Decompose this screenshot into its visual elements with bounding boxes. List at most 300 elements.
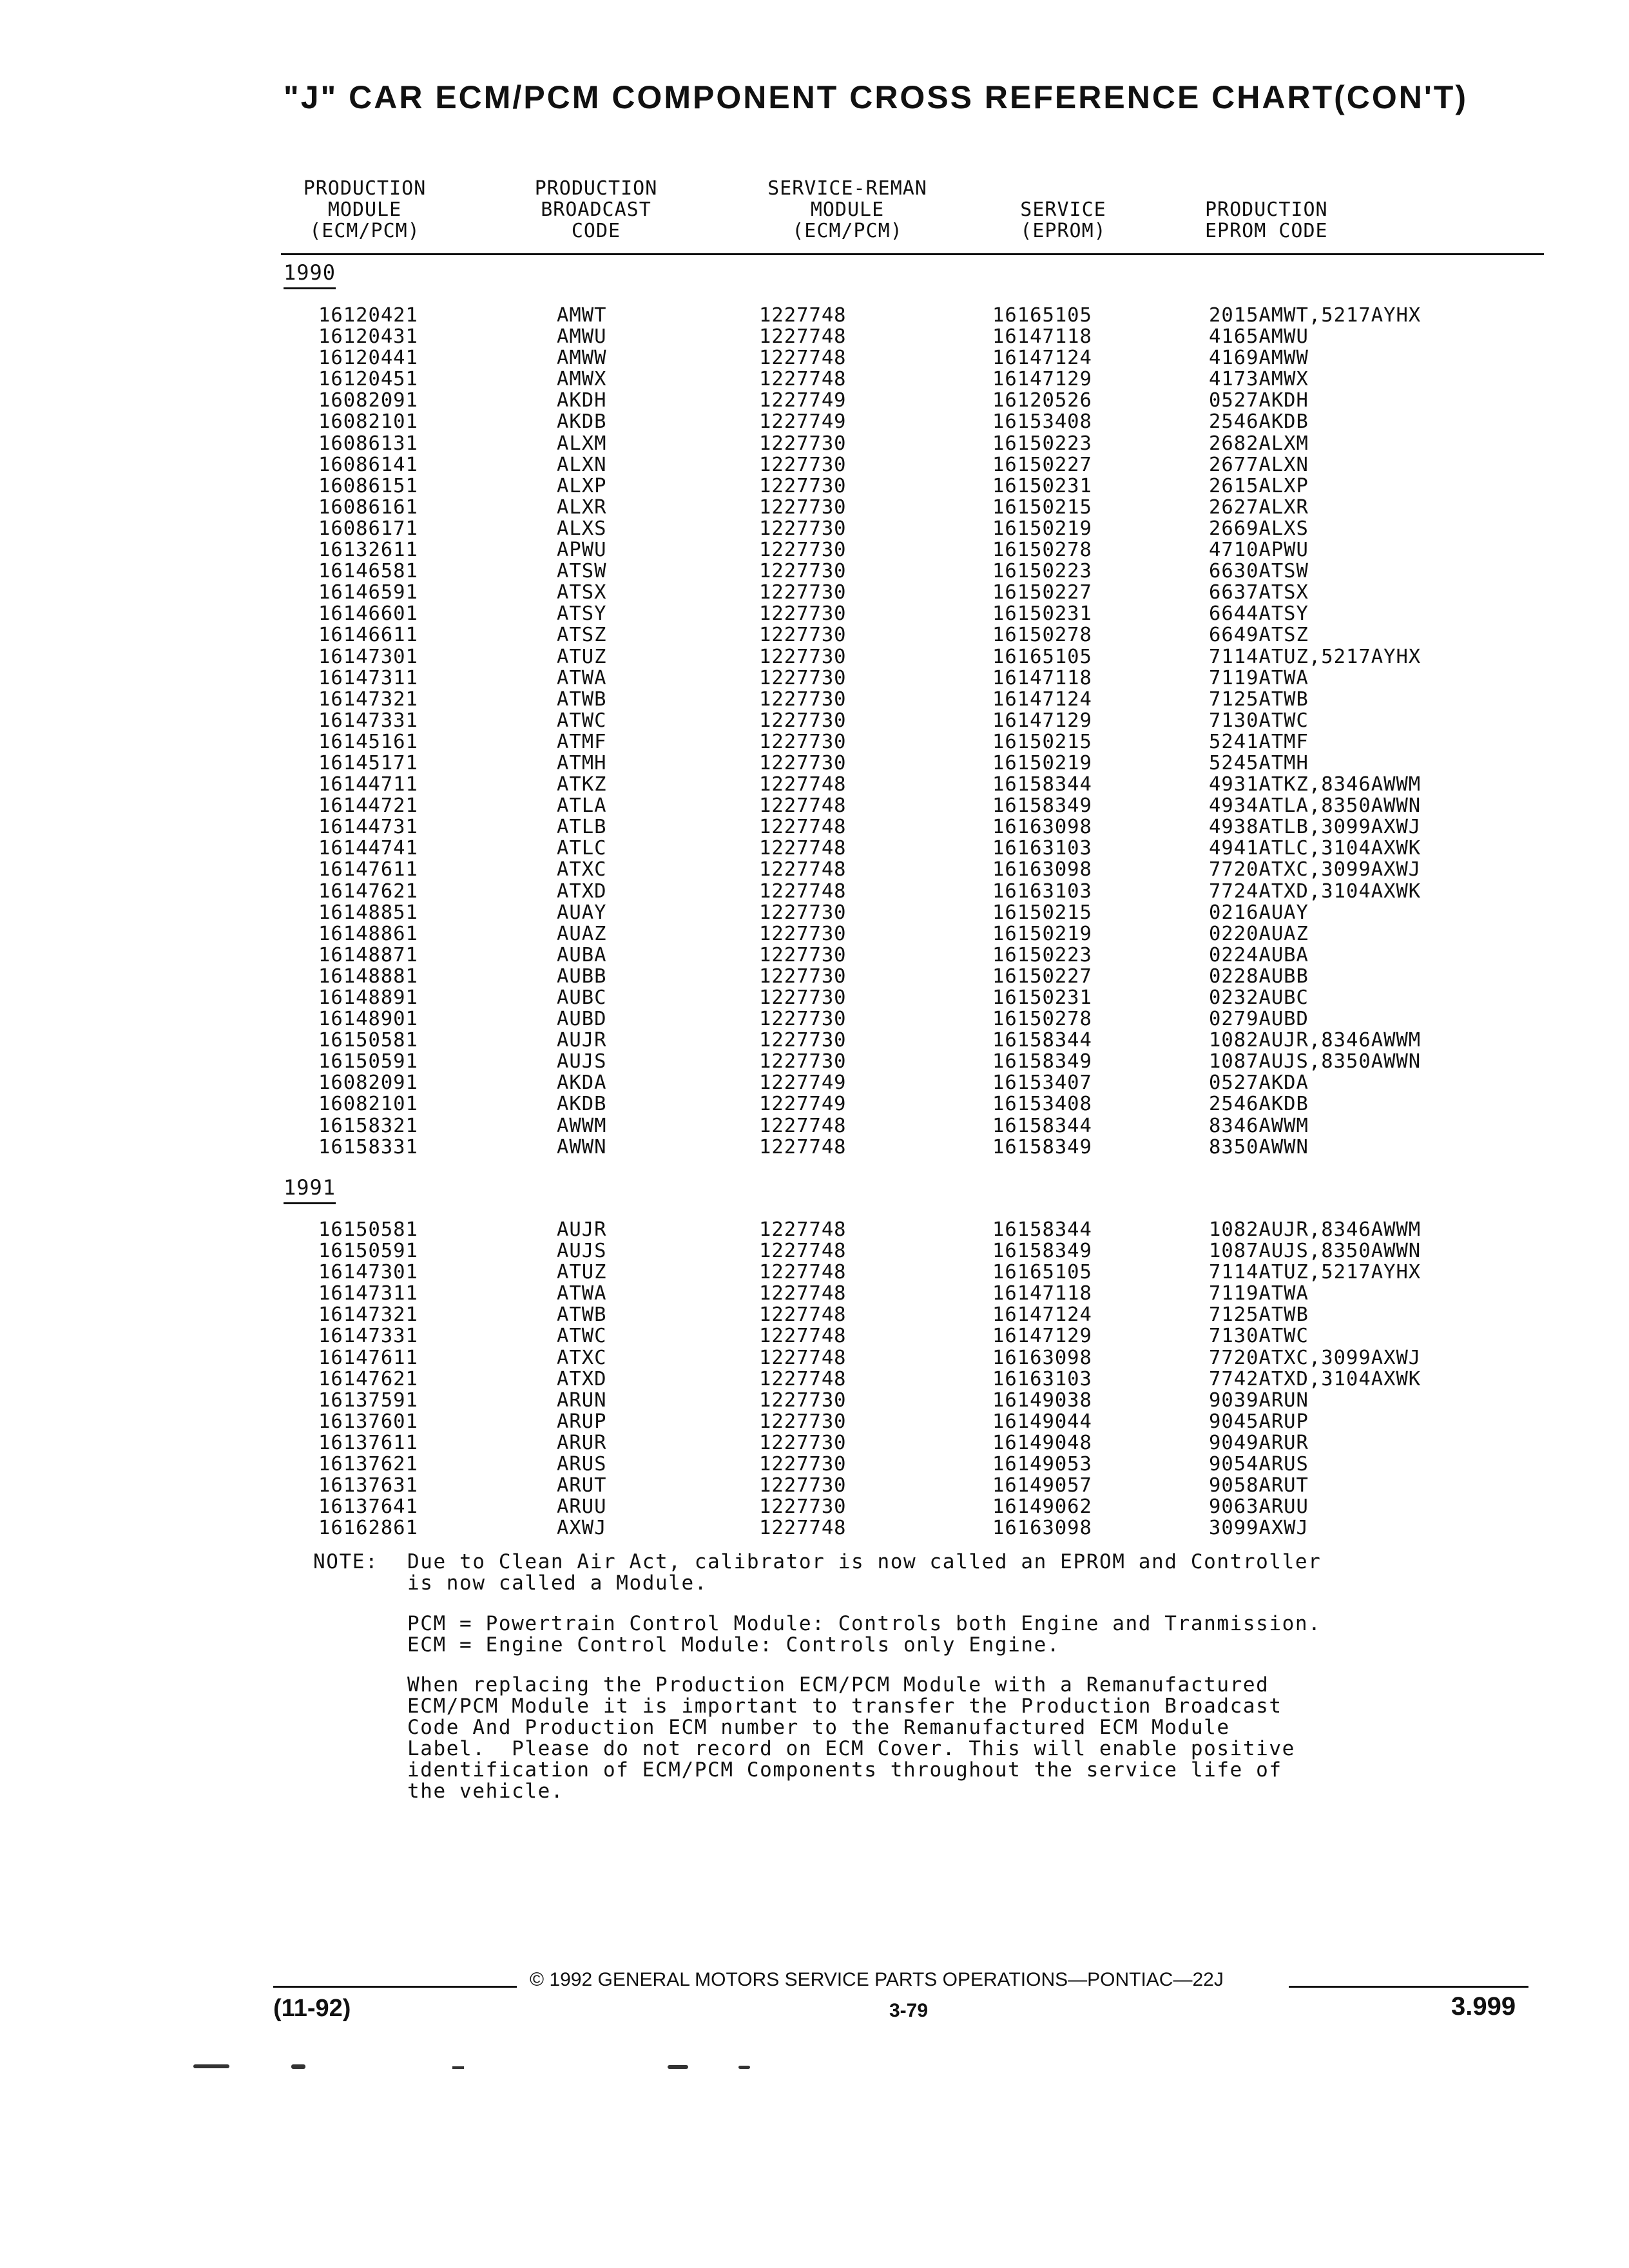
cell-production-module: 16144741 — [318, 837, 418, 860]
cell-production-module: 16147621 — [318, 879, 418, 903]
cell-service-reman: 1227730 — [759, 1410, 847, 1433]
cell-service-eprom: 16158349 — [992, 1135, 1092, 1158]
cell-service-reman: 1227749 — [759, 389, 847, 412]
cell-service-eprom: 16153408 — [992, 1093, 1092, 1116]
cell-production-eprom: 9049ARUR — [1209, 1431, 1309, 1454]
cell-broadcast-code: ATXC — [557, 1346, 607, 1369]
page-title: "J" CAR ECM/PCM COMPONENT CROSS REFERENCE CHART(CON'T) — [284, 79, 1469, 115]
cell-broadcast-code: AUBD — [557, 1008, 607, 1031]
cell-service-reman: 1227730 — [759, 645, 847, 668]
table-row — [0, 1137, 1629, 1158]
cell-service-reman: 1227749 — [759, 1072, 847, 1095]
cell-service-reman: 1227730 — [759, 517, 847, 540]
cell-production-eprom: 4934ATLA,8350AWWN — [1209, 794, 1422, 818]
cell-production-module: 16086161 — [318, 495, 418, 519]
scan-artifact — [193, 2064, 229, 2068]
cell-service-reman: 1227748 — [759, 773, 847, 796]
cell-production-module: 16082101 — [318, 410, 418, 434]
cell-production-eprom: 4169AMWW — [1209, 347, 1309, 370]
cell-broadcast-code: AMWX — [557, 368, 607, 391]
cell-service-reman: 1227730 — [759, 581, 847, 604]
table-row — [0, 1390, 1629, 1411]
cell-broadcast-code: ATWC — [557, 1325, 607, 1348]
cell-production-module: 16144731 — [318, 816, 418, 839]
year-heading-1990: 1990 — [284, 260, 336, 289]
cell-service-reman: 1227748 — [759, 1240, 847, 1263]
table-row — [0, 518, 1629, 539]
cell-service-reman: 1227748 — [759, 837, 847, 860]
scan-artifact — [291, 2064, 305, 2069]
table-row — [0, 624, 1629, 646]
cell-broadcast-code: AUJR — [557, 1218, 607, 1241]
cell-production-module: 16145161 — [318, 730, 418, 753]
cell-production-module: 16137591 — [318, 1389, 418, 1412]
cell-service-eprom: 16150223 — [992, 560, 1092, 583]
table-row — [0, 1304, 1629, 1325]
cell-production-module: 16148861 — [318, 922, 418, 945]
table-row — [0, 1051, 1629, 1072]
cell-service-eprom: 16163098 — [992, 1517, 1092, 1540]
cell-service-reman: 1227730 — [759, 922, 847, 945]
cell-broadcast-code: AWWN — [557, 1135, 607, 1158]
cell-service-eprom: 16149044 — [992, 1410, 1092, 1433]
cell-broadcast-code: AKDA — [557, 1072, 607, 1095]
cell-broadcast-code: AWWM — [557, 1114, 607, 1137]
cell-broadcast-code: AMWW — [557, 347, 607, 370]
table-row — [0, 795, 1629, 816]
cell-service-reman: 1227730 — [759, 1389, 847, 1412]
table-row — [0, 816, 1629, 838]
cell-service-reman: 1227748 — [759, 1303, 847, 1327]
table-row — [0, 668, 1629, 689]
cell-production-module: 16147621 — [318, 1367, 418, 1390]
cell-production-module: 16145171 — [318, 751, 418, 774]
cell-service-eprom: 16158344 — [992, 1218, 1092, 1241]
cell-service-eprom: 16150215 — [992, 730, 1092, 753]
cell-production-module: 16120451 — [318, 368, 418, 391]
footer-copyright: © 1992 GENERAL MOTORS SERVICE PARTS OPERATIONS—PONTIAC—22J — [530, 1969, 1224, 1990]
cell-service-eprom: 16150219 — [992, 922, 1092, 945]
cell-broadcast-code: ALXR — [557, 495, 607, 519]
cell-production-module: 16162861 — [318, 1517, 418, 1540]
cell-production-eprom: 7742ATXD,3104AXWK — [1209, 1367, 1422, 1390]
cell-service-eprom: 16165105 — [992, 1261, 1092, 1284]
table-row — [0, 1517, 1629, 1539]
cell-service-eprom: 16153408 — [992, 410, 1092, 434]
cell-production-module: 16146611 — [318, 624, 418, 647]
cell-broadcast-code: ATWB — [557, 687, 607, 711]
cell-service-eprom: 16149048 — [992, 1431, 1092, 1454]
cell-service-eprom: 16158349 — [992, 1240, 1092, 1263]
cell-production-eprom: 9058ARUT — [1209, 1474, 1309, 1497]
cell-service-reman: 1227748 — [759, 879, 847, 903]
cell-broadcast-code: ATMH — [557, 751, 607, 774]
cell-service-eprom: 16149038 — [992, 1389, 1092, 1412]
cell-broadcast-code: AKDH — [557, 389, 607, 412]
cell-service-reman: 1227748 — [759, 1346, 847, 1369]
cell-production-eprom: 0220AUAZ — [1209, 922, 1309, 945]
cell-production-eprom: 2615ALXP — [1209, 474, 1309, 497]
note-clean-air-line-1: Due to Clean Air Act, calibrator is now called an EPROM and Controller — [407, 1550, 1322, 1573]
cell-production-module: 16146601 — [318, 602, 418, 626]
table-row — [0, 753, 1629, 774]
cell-service-reman: 1227748 — [759, 1218, 847, 1241]
cell-broadcast-code: AUBB — [557, 965, 607, 988]
scan-artifact — [668, 2065, 688, 2069]
cell-production-eprom: 7114ATUZ,5217AYHX — [1209, 1261, 1422, 1284]
cell-service-eprom: 16147118 — [992, 1282, 1092, 1305]
cell-service-eprom: 16147129 — [992, 368, 1092, 391]
table-row — [0, 1115, 1629, 1137]
cell-service-reman: 1227730 — [759, 730, 847, 753]
footer-rule-left — [273, 1986, 517, 1988]
cell-service-reman: 1227730 — [759, 709, 847, 732]
cell-service-eprom: 16150223 — [992, 432, 1092, 455]
cell-production-module: 16147311 — [318, 666, 418, 689]
cell-production-eprom: 9063ARUU — [1209, 1495, 1309, 1519]
cell-production-module: 16086151 — [318, 474, 418, 497]
table-row — [0, 433, 1629, 454]
cell-service-eprom: 16150227 — [992, 581, 1092, 604]
cell-service-eprom: 16150223 — [992, 943, 1092, 966]
header-service-eprom: SERVICE (EPROM) — [1020, 198, 1106, 242]
cell-service-eprom: 16163098 — [992, 816, 1092, 839]
cell-production-module: 16137621 — [318, 1453, 418, 1476]
cell-service-reman: 1227730 — [759, 1495, 847, 1519]
cell-production-module: 16147321 — [318, 1303, 418, 1327]
footer-date-code: (11-92) — [273, 1995, 351, 2022]
table-row — [0, 476, 1629, 497]
note-label: NOTE: — [313, 1550, 379, 1573]
table-row — [0, 1219, 1629, 1240]
cell-service-reman: 1227730 — [759, 751, 847, 774]
cell-service-reman: 1227730 — [759, 624, 847, 647]
cell-production-eprom: 2682ALXM — [1209, 432, 1309, 455]
cell-broadcast-code: ATXD — [557, 1367, 607, 1390]
cell-service-eprom: 16149062 — [992, 1495, 1092, 1519]
cell-production-eprom: 4165AMWU — [1209, 325, 1309, 349]
cell-broadcast-code: ATSY — [557, 602, 607, 626]
cell-service-reman: 1227730 — [759, 666, 847, 689]
cell-broadcast-code: ARUT — [557, 1474, 607, 1497]
cell-production-eprom: 0228AUBB — [1209, 965, 1309, 988]
cell-service-reman: 1227730 — [759, 965, 847, 988]
cell-service-eprom: 16150215 — [992, 495, 1092, 519]
cell-production-module: 16137611 — [318, 1431, 418, 1454]
cell-production-eprom: 7130ATWC — [1209, 709, 1309, 732]
table-section-1991 — [0, 1219, 1629, 1539]
cell-production-module: 16132611 — [318, 539, 418, 562]
cell-production-eprom: 6644ATSY — [1209, 602, 1309, 626]
cell-service-reman: 1227730 — [759, 474, 847, 497]
cell-service-reman: 1227748 — [759, 1114, 847, 1137]
cell-production-module: 16086131 — [318, 432, 418, 455]
table-row — [0, 646, 1629, 668]
cell-service-eprom: 16150231 — [992, 474, 1092, 497]
cell-service-reman: 1227748 — [759, 858, 847, 881]
cell-production-module: 16082101 — [318, 1093, 418, 1116]
cell-production-module: 16120421 — [318, 304, 418, 327]
cell-production-module: 16146591 — [318, 581, 418, 604]
cell-service-eprom: 16163098 — [992, 1346, 1092, 1369]
table-row — [0, 774, 1629, 795]
table-row — [0, 987, 1629, 1008]
table-row — [0, 1240, 1629, 1262]
cell-service-reman: 1227748 — [759, 1325, 847, 1348]
table-row — [0, 838, 1629, 859]
cell-production-eprom: 6637ATSX — [1209, 581, 1309, 604]
cell-service-eprom: 16149053 — [992, 1453, 1092, 1476]
cell-production-module: 16147611 — [318, 1346, 418, 1369]
cell-production-module: 16147331 — [318, 1325, 418, 1348]
cell-production-module: 16150581 — [318, 1029, 418, 1052]
cell-production-eprom: 5245ATMH — [1209, 751, 1309, 774]
cell-production-module: 16120431 — [318, 325, 418, 349]
cell-service-eprom: 16163103 — [992, 879, 1092, 903]
table-row — [0, 1262, 1629, 1283]
cell-service-eprom: 16150219 — [992, 751, 1092, 774]
cell-broadcast-code: APWU — [557, 539, 607, 562]
table-row — [0, 1369, 1629, 1390]
table-row — [0, 305, 1629, 326]
cell-service-eprom: 16165105 — [992, 645, 1092, 668]
note-replacing-line-1: When replacing the Production ECM/PCM Module with a Remanufactured — [407, 1673, 1269, 1696]
cell-service-reman: 1227730 — [759, 1029, 847, 1052]
cell-broadcast-code: AUAY — [557, 901, 607, 924]
cell-service-eprom: 16147129 — [992, 1325, 1092, 1348]
cell-production-module: 16146581 — [318, 560, 418, 583]
cell-production-module: 16158321 — [318, 1114, 418, 1137]
table-row — [0, 881, 1629, 902]
cell-service-eprom: 16150215 — [992, 901, 1092, 924]
cell-service-reman: 1227748 — [759, 794, 847, 818]
table-row — [0, 326, 1629, 347]
cell-broadcast-code: AKDB — [557, 410, 607, 434]
cell-production-module: 16147301 — [318, 645, 418, 668]
cell-production-eprom: 0224AUBA — [1209, 943, 1309, 966]
cell-service-reman: 1227730 — [759, 602, 847, 626]
cell-production-eprom: 1082AUJR,8346AWWM — [1209, 1218, 1422, 1241]
cell-production-eprom: 7114ATUZ,5217AYHX — [1209, 645, 1422, 668]
cell-service-eprom: 16158349 — [992, 1050, 1092, 1073]
cell-service-reman: 1227730 — [759, 986, 847, 1009]
table-row — [0, 1030, 1629, 1051]
cell-broadcast-code: ATLA — [557, 794, 607, 818]
table-row — [0, 561, 1629, 582]
cell-production-module: 16150581 — [318, 1218, 418, 1241]
cell-production-eprom: 2015AMWT,5217AYHX — [1209, 304, 1422, 327]
note-ecm-definition: ECM = Engine Control Module: Controls only Engine. — [407, 1633, 1061, 1657]
cell-service-eprom: 16158344 — [992, 1114, 1092, 1137]
cell-service-eprom: 16150219 — [992, 517, 1092, 540]
cell-service-eprom: 16153407 — [992, 1072, 1092, 1095]
cell-service-eprom: 16120526 — [992, 389, 1092, 412]
table-row — [0, 1283, 1629, 1304]
cell-broadcast-code: ALXS — [557, 517, 607, 540]
cell-service-reman: 1227748 — [759, 304, 847, 327]
cell-service-reman: 1227748 — [759, 1517, 847, 1540]
cell-production-module: 16147611 — [318, 858, 418, 881]
table-row — [0, 710, 1629, 731]
cell-broadcast-code: ARUU — [557, 1495, 607, 1519]
cell-production-eprom: 7720ATXC,3099AXWJ — [1209, 1346, 1422, 1369]
cell-broadcast-code: ATWC — [557, 709, 607, 732]
cell-production-eprom: 7125ATWB — [1209, 687, 1309, 711]
footer-rule-right — [1289, 1986, 1528, 1988]
note-pcm-definition: PCM = Powertrain Control Module: Controls both Engine and Tranmission. — [407, 1612, 1322, 1635]
cell-production-module: 16137601 — [318, 1410, 418, 1433]
cell-service-reman: 1227748 — [759, 325, 847, 349]
cell-broadcast-code: AMWU — [557, 325, 607, 349]
cell-service-reman: 1227748 — [759, 1367, 847, 1390]
cell-production-module: 16082091 — [318, 389, 418, 412]
table-row — [0, 923, 1629, 945]
cell-production-eprom: 4941ATLC,3104AXWK — [1209, 837, 1422, 860]
cell-service-eprom: 16150231 — [992, 986, 1092, 1009]
cell-broadcast-code: ATWA — [557, 1282, 607, 1305]
cell-production-eprom: 2546AKDB — [1209, 410, 1309, 434]
cell-broadcast-code: AUJR — [557, 1029, 607, 1052]
table-row — [0, 603, 1629, 624]
cell-broadcast-code: ATMF — [557, 730, 607, 753]
cell-service-eprom: 16150227 — [992, 453, 1092, 476]
cell-production-eprom: 2677ALXN — [1209, 453, 1309, 476]
cell-broadcast-code: ATUZ — [557, 1261, 607, 1284]
cell-service-eprom: 16147118 — [992, 325, 1092, 349]
cell-production-module: 16144721 — [318, 794, 418, 818]
cell-service-reman: 1227730 — [759, 432, 847, 455]
cell-broadcast-code: ARUR — [557, 1431, 607, 1454]
cell-production-module: 16148901 — [318, 1008, 418, 1031]
cell-service-eprom: 16150278 — [992, 624, 1092, 647]
cell-service-reman: 1227730 — [759, 1008, 847, 1031]
cell-service-reman: 1227748 — [759, 1261, 847, 1284]
cell-service-reman: 1227730 — [759, 1050, 847, 1073]
cell-production-module: 16147331 — [318, 709, 418, 732]
cell-broadcast-code: ATXC — [557, 858, 607, 881]
note-replacing-line-2: ECM/PCM Module it is important to transfer the Production Broadcast — [407, 1695, 1282, 1718]
cell-service-eprom: 16147129 — [992, 709, 1092, 732]
header-production-module: PRODUCTION MODULE (ECM/PCM) — [303, 177, 427, 242]
cell-production-eprom: 7119ATWA — [1209, 666, 1309, 689]
cell-production-module: 16082091 — [318, 1072, 418, 1095]
cell-production-module: 16120441 — [318, 347, 418, 370]
cell-production-eprom: 7119ATWA — [1209, 1282, 1309, 1305]
cell-service-reman: 1227730 — [759, 539, 847, 562]
cell-production-eprom: 1082AUJR,8346AWWM — [1209, 1029, 1422, 1052]
table-row — [0, 1347, 1629, 1369]
cell-broadcast-code: ARUP — [557, 1410, 607, 1433]
table-row — [0, 497, 1629, 518]
cell-production-eprom: 1087AUJS,8350AWWN — [1209, 1050, 1422, 1073]
cell-broadcast-code: ATWB — [557, 1303, 607, 1327]
header-production-eprom: PRODUCTION EPROM CODE — [1205, 198, 1328, 242]
cell-broadcast-code: AUBA — [557, 943, 607, 966]
cell-broadcast-code: AUJS — [557, 1240, 607, 1263]
cell-broadcast-code: ATSW — [557, 560, 607, 583]
cell-service-eprom: 16147124 — [992, 347, 1092, 370]
cell-service-eprom: 16150278 — [992, 1008, 1092, 1031]
cell-production-eprom: 9039ARUN — [1209, 1389, 1309, 1412]
cell-production-module: 16148851 — [318, 901, 418, 924]
note-replacing-line-6: the vehicle. — [407, 1780, 564, 1803]
cell-production-module: 16148871 — [318, 943, 418, 966]
note-replacing-line-4: Label. Please do not record on ECM Cover. This will enable positive — [407, 1737, 1295, 1760]
cell-production-module: 16137631 — [318, 1474, 418, 1497]
cell-production-eprom: 5241ATMF — [1209, 730, 1309, 753]
cell-service-reman: 1227730 — [759, 495, 847, 519]
cell-broadcast-code: ATXD — [557, 879, 607, 903]
table-row — [0, 390, 1629, 411]
cell-service-eprom: 16158344 — [992, 1029, 1092, 1052]
cell-broadcast-code: ATUZ — [557, 645, 607, 668]
cell-service-reman: 1227748 — [759, 347, 847, 370]
cell-production-module: 16086171 — [318, 517, 418, 540]
cell-production-eprom: 6630ATSW — [1209, 560, 1309, 583]
cell-service-eprom: 16150278 — [992, 539, 1092, 562]
table-row — [0, 1496, 1629, 1517]
cell-production-eprom: 8346AWWM — [1209, 1114, 1309, 1137]
cell-service-eprom: 16147124 — [992, 687, 1092, 711]
table-row — [0, 966, 1629, 987]
cell-production-eprom: 9045ARUP — [1209, 1410, 1309, 1433]
cell-production-eprom: 7724ATXD,3104AXWK — [1209, 879, 1422, 903]
table-row — [0, 945, 1629, 966]
cell-service-reman: 1227730 — [759, 687, 847, 711]
table-row — [0, 1432, 1629, 1454]
table-row — [0, 347, 1629, 369]
table-row — [0, 1454, 1629, 1475]
cell-service-reman: 1227730 — [759, 1474, 847, 1497]
table-row — [0, 1008, 1629, 1030]
cell-production-eprom: 0527AKDA — [1209, 1072, 1309, 1095]
note-clean-air-line-2: is now called a Module. — [407, 1571, 708, 1595]
cell-production-module: 16147301 — [318, 1261, 418, 1284]
cell-service-reman: 1227730 — [759, 1453, 847, 1476]
cell-production-eprom: 2546AKDB — [1209, 1093, 1309, 1116]
cell-production-eprom: 2669ALXS — [1209, 517, 1309, 540]
cell-service-reman: 1227748 — [759, 1282, 847, 1305]
cell-broadcast-code: ATSX — [557, 581, 607, 604]
cell-production-module: 16144711 — [318, 773, 418, 796]
cell-service-reman: 1227749 — [759, 410, 847, 434]
table-row — [0, 1411, 1629, 1432]
cell-service-reman: 1227749 — [759, 1093, 847, 1116]
cell-service-reman: 1227748 — [759, 1135, 847, 1158]
cell-production-module: 16147321 — [318, 687, 418, 711]
cell-production-eprom: 4173AMWX — [1209, 368, 1309, 391]
cell-production-module: 16150591 — [318, 1050, 418, 1073]
note-replacing-line-3: Code And Production ECM number to the Remanufactured ECM Module — [407, 1716, 1230, 1739]
cell-service-eprom: 16163103 — [992, 1367, 1092, 1390]
cell-production-eprom: 4938ATLB,3099AXWJ — [1209, 816, 1422, 839]
cell-service-eprom: 16149057 — [992, 1474, 1092, 1497]
cell-production-module: 16148891 — [318, 986, 418, 1009]
cell-production-eprom: 0279AUBD — [1209, 1008, 1309, 1031]
cell-service-reman: 1227730 — [759, 1431, 847, 1454]
table-row — [0, 411, 1629, 432]
note-replacing-line-5: identification of ECM/PCM Components throughout the service life of — [407, 1758, 1282, 1782]
cell-broadcast-code: ATKZ — [557, 773, 607, 796]
cell-production-eprom: 8350AWWN — [1209, 1135, 1309, 1158]
scan-artifact — [738, 2066, 750, 2069]
footer-page-number: 3-79 — [889, 2000, 929, 2021]
table-row — [0, 1475, 1629, 1496]
cell-broadcast-code: AMWT — [557, 304, 607, 327]
cell-production-eprom: 6649ATSZ — [1209, 624, 1309, 647]
cell-broadcast-code: AUJS — [557, 1050, 607, 1073]
cell-production-module: 16148881 — [318, 965, 418, 988]
